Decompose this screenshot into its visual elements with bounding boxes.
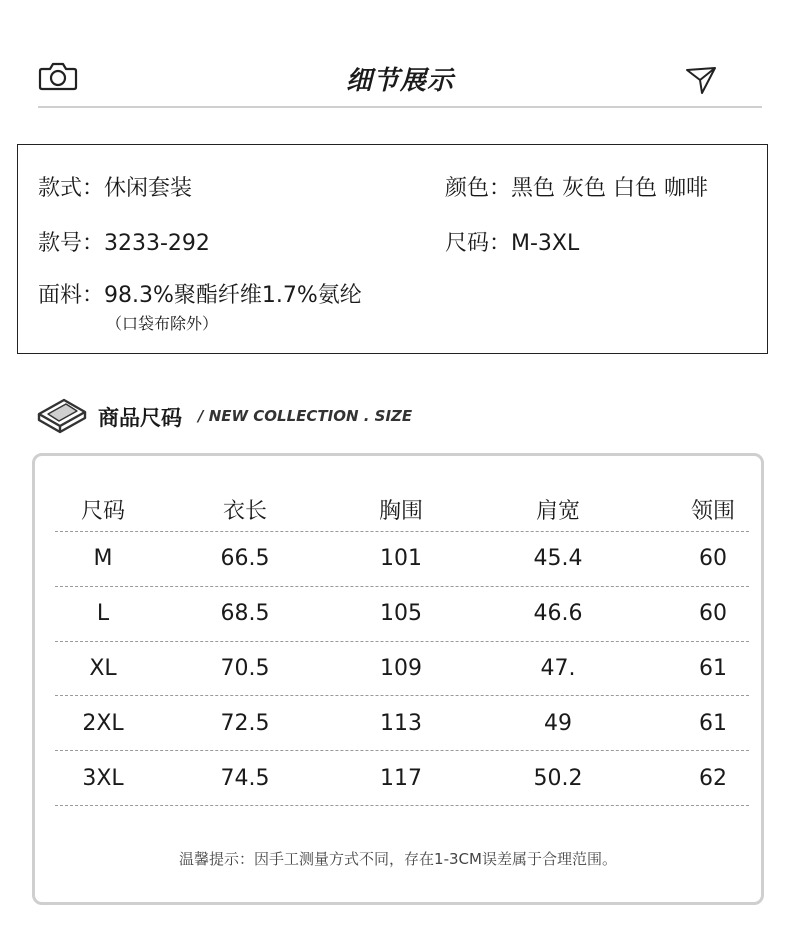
info-model: 款号：3233-292 (38, 231, 210, 256)
table-cell: 101 (380, 546, 422, 572)
table-cell: 61 (699, 710, 727, 736)
table-cell: L (96, 601, 110, 627)
info-size: 尺码：M-3XL (445, 231, 580, 256)
table-row (55, 587, 749, 642)
product-info-box (17, 144, 768, 354)
page-title: 细节展示 (345, 66, 454, 96)
table-cell: 68.5 (220, 601, 270, 627)
column-header: 衣长 (222, 499, 267, 524)
table-row (55, 696, 749, 751)
book-icon (36, 394, 88, 434)
table-cell: 74.5 (220, 765, 270, 791)
size-table (55, 494, 749, 806)
info-fabric: 面料：98.3%聚酯纤维1.7%氨纶 (38, 283, 362, 308)
page-header (38, 48, 762, 108)
table-cell: 2XL (82, 710, 124, 736)
table-cell: 109 (380, 655, 422, 681)
table-cell: 49 (544, 710, 572, 736)
table-cell: 66.5 (220, 546, 270, 572)
table-cell: 45.4 (533, 546, 583, 572)
table-row (55, 751, 749, 806)
table-cell: M (93, 546, 113, 572)
table-row (55, 642, 749, 697)
table-cell: 70.5 (220, 655, 270, 681)
table-cell: 117 (380, 765, 422, 791)
table-cell: 61 (699, 655, 727, 681)
table-cell: 47. (540, 655, 576, 681)
table-header-row (55, 494, 749, 532)
section-subtitle: / NEW COLLECTION . SIZE (198, 407, 413, 425)
table-cell: XL (89, 655, 117, 681)
table-row (55, 532, 749, 587)
header-divider (38, 106, 762, 108)
measurement-tip: 温馨提示：因手工测量方式不同，存在1-3CM误差属于合理范围。 (179, 850, 617, 868)
table-cell: 105 (380, 601, 422, 627)
table-cell: 72.5 (220, 710, 270, 736)
size-section-heading (36, 394, 536, 434)
table-cell: 46.6 (533, 601, 583, 627)
table-cell: 50.2 (533, 765, 583, 791)
column-header: 肩宽 (535, 499, 580, 524)
table-cell: 113 (380, 710, 422, 736)
table-cell: 62 (699, 765, 727, 791)
info-style: 款式：休闲套装 (38, 176, 193, 201)
info-color: 颜色：黑色 灰色 白色 咖啡 (445, 176, 708, 201)
send-icon[interactable] (684, 64, 718, 96)
table-cell: 3XL (82, 765, 124, 791)
column-header: 尺码 (80, 499, 125, 524)
table-cell: 60 (699, 601, 727, 627)
size-chart-card (32, 453, 764, 905)
column-header: 领围 (690, 499, 735, 524)
column-header: 胸围 (378, 499, 423, 524)
info-fabric-note: （口袋布除外） (106, 314, 219, 333)
section-title: 商品尺码 (98, 406, 182, 430)
table-cell: 60 (699, 546, 727, 572)
